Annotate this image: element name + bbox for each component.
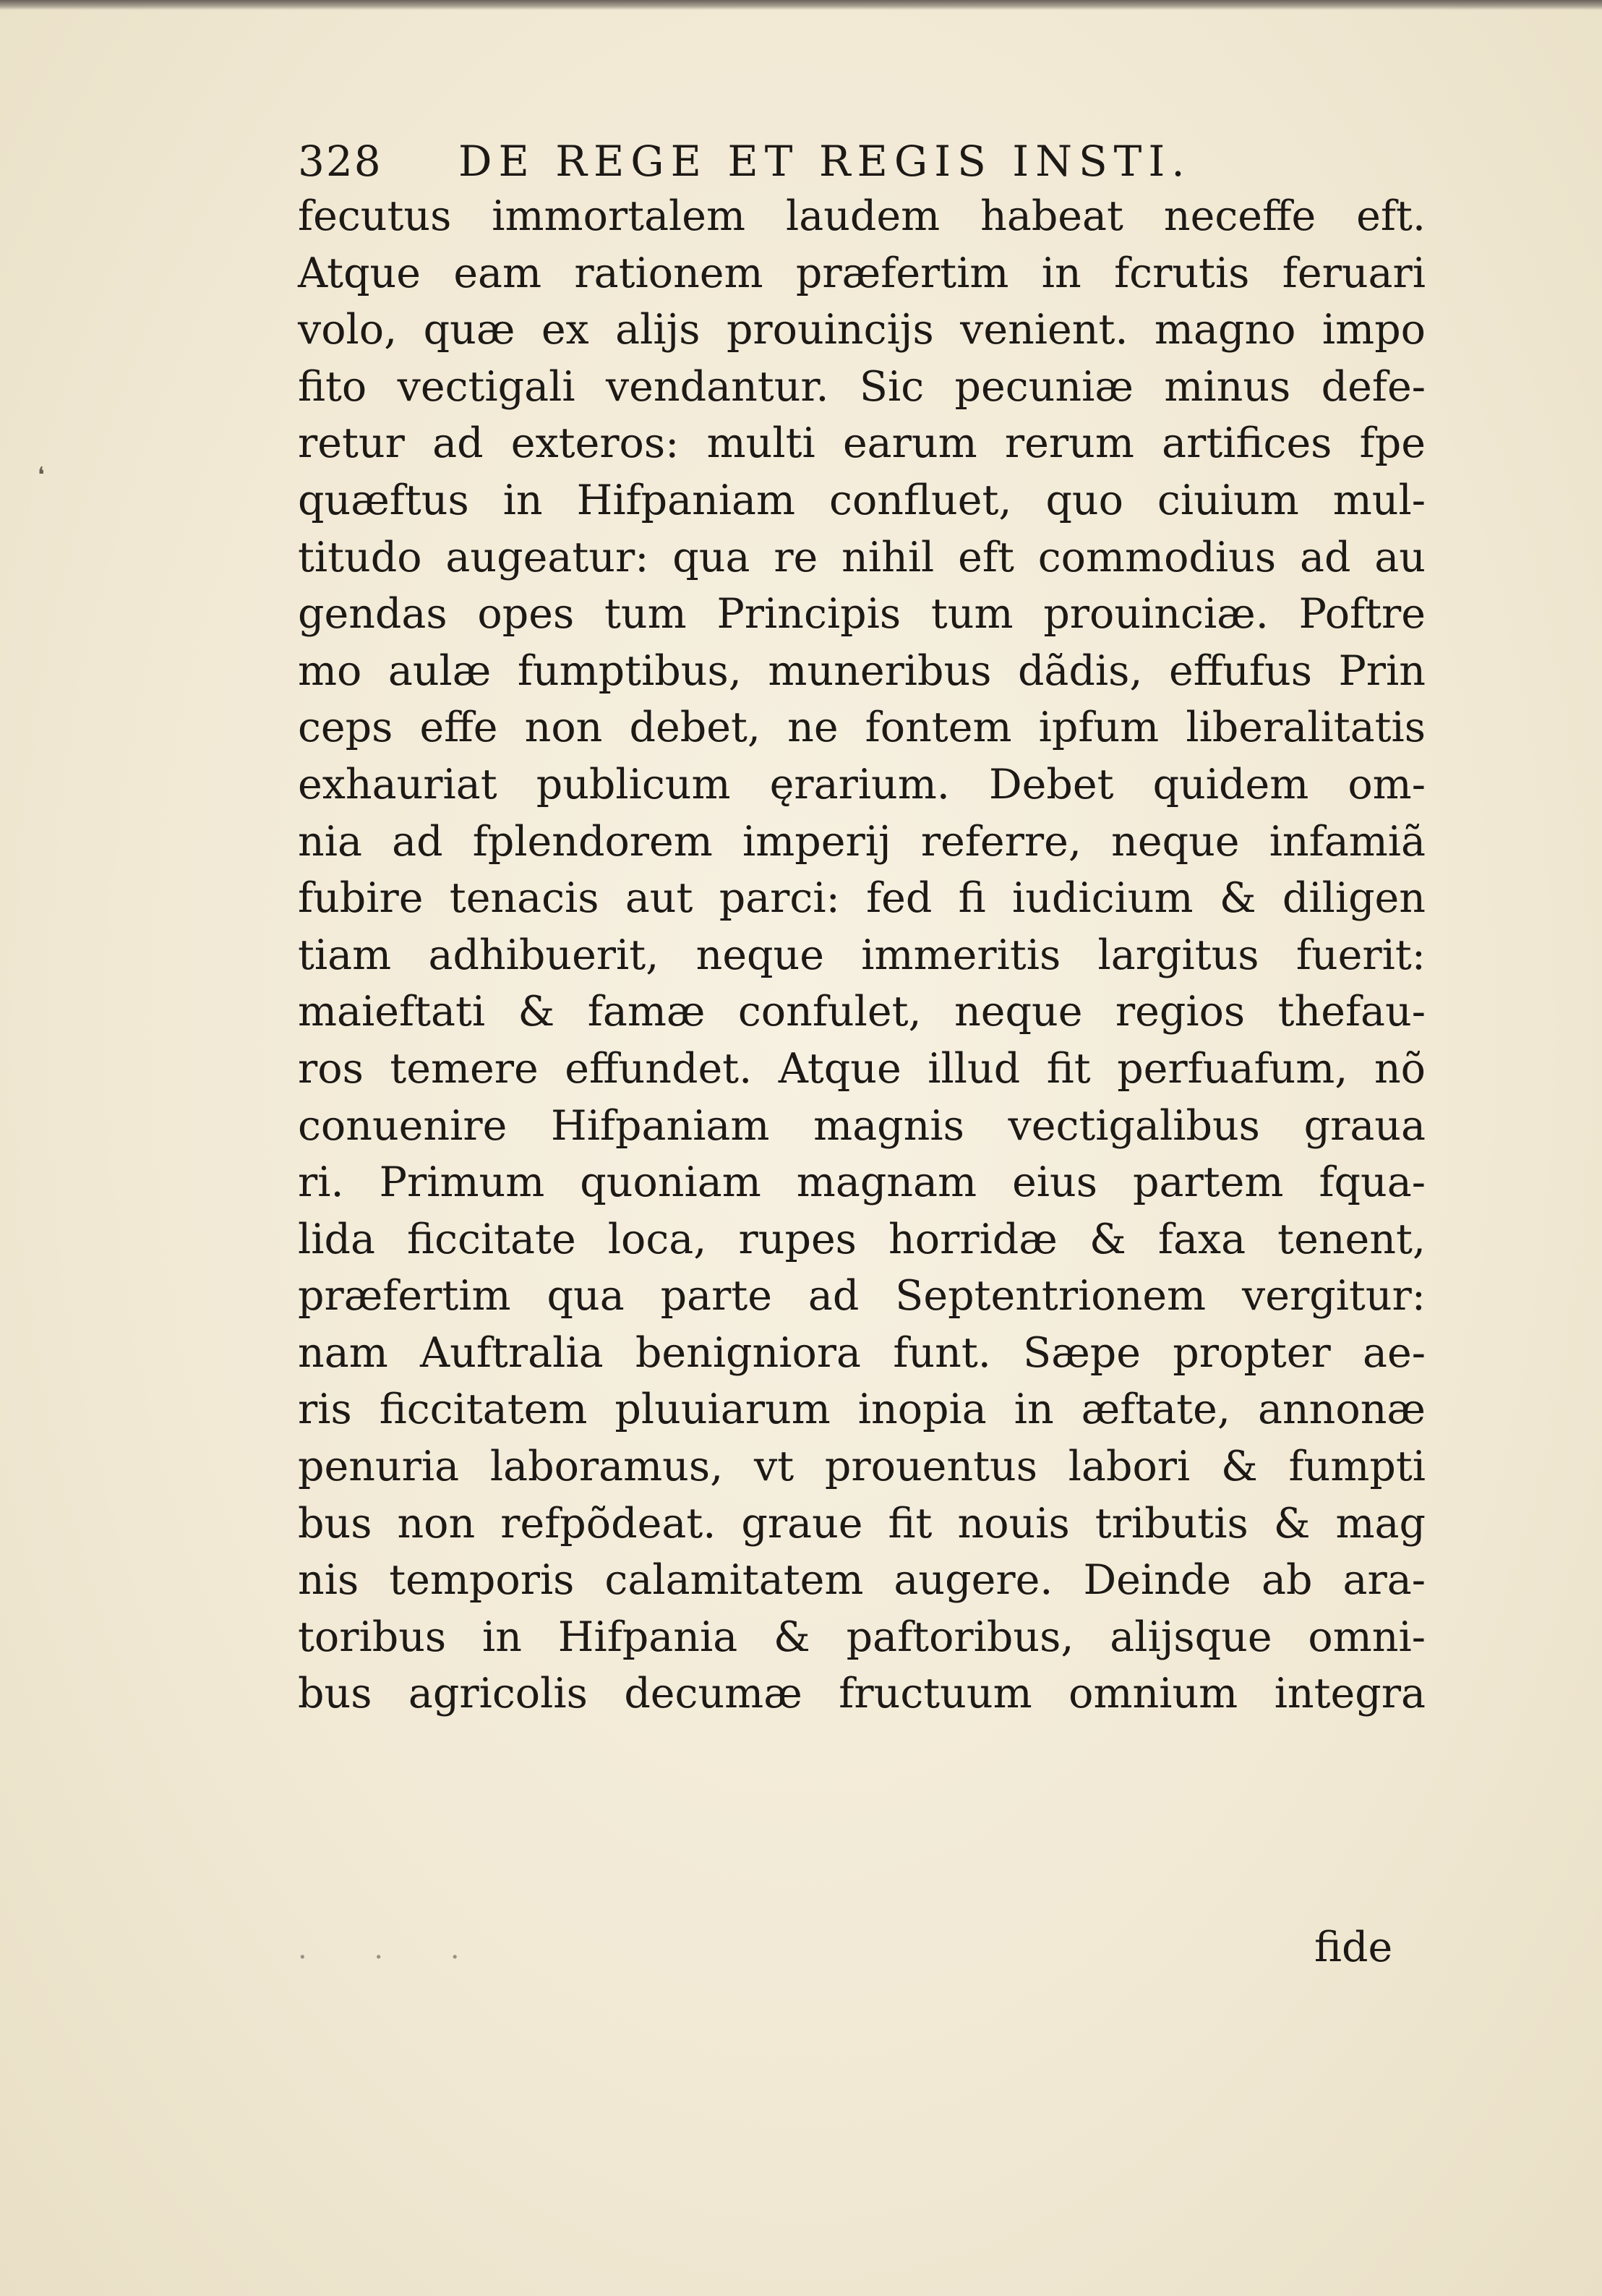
text-line: exhauriat publicum ęrarium. Debet quidem om- [298,760,1426,808]
ink-smudge: · · · [298,1941,489,1974]
page-number: 328 [298,137,382,186]
text-line: toribus in Hifpania & paftoribus, alijsque omni- [298,1613,1426,1661]
text-line: quæftus in Hifpaniam confluet, quo ciuium mul- [298,476,1426,524]
text-line: penuria laboramus, vt prouentus labori & fumpti [298,1443,1426,1491]
text-line: maieftati & famæ confulet, neque regios thefau- [298,988,1426,1036]
text-line: fecutus immortalem laudem habeat neceffe eft. [298,192,1426,240]
text-line: tiam adhibuerit, neque immeritis largitus fuerit: [298,931,1426,979]
text-line: bus agricolis decumæ fructuum omnium integra [298,1670,1426,1718]
text-line: fubire tenacis aut parci: fed fi iudicium & diligen [298,874,1426,923]
text-line: retur ad exteros: multi earum rerum artifices fpe [298,419,1426,468]
text-line: titudo augeatur: qua re nihil eft commodius ad au [298,533,1426,581]
running-head: DE REGE ET REGIS INSTI. [458,137,1191,186]
text-line: bus non refpõdeat. graue fit nouis tributis & mag [298,1499,1426,1548]
text-line: nis temporis calamitatem augere. Deinde ab ara- [298,1556,1426,1605]
page-edge-shadow [0,0,1602,10]
text-line: nam Auftralia benigniora funt. Sæpe propter ae- [298,1328,1426,1377]
text-line: Atque eam rationem præfertim in fcrutis feruari [298,249,1426,297]
text-line: nia ad fplendorem imperij referre, neque infamiã [298,817,1426,866]
text-line: ros temere effundet. Atque illud fit perfuafum, nõ [298,1044,1426,1093]
text-line: mo aulæ fumptibus, muneribus dãdis, effufus Prin [298,646,1426,695]
margin-mark: ❛ [38,463,45,488]
body-text [298,188,1426,1723]
text-line: conuenire Hifpaniam magnis vectigalibus graua [298,1101,1426,1150]
text-line: ris ficcitatem pluuiarum inopia in æftate, annonæ [298,1386,1426,1434]
text-line: volo, quæ ex alijs prouincijs venient. magno impo [298,306,1426,354]
text-line: ceps effe non debet, ne fontem ipfum liberalitatis [298,704,1426,752]
text-line: fito vectigali vendantur. Sic pecuniæ minus defe- [298,362,1426,411]
text-line: ri. Primum quoniam magnam eius partem fqua- [298,1158,1426,1207]
catchword: fide [1314,1924,1393,1971]
text-line: gendas opes tum Principis tum prouinciæ. Poftre [298,590,1426,639]
text-line: præfertim qua parte ad Septentrionem vergitur: [298,1272,1426,1320]
text-line: lida ficcitate loca, rupes horridæ & faxa tenent, [298,1215,1426,1263]
